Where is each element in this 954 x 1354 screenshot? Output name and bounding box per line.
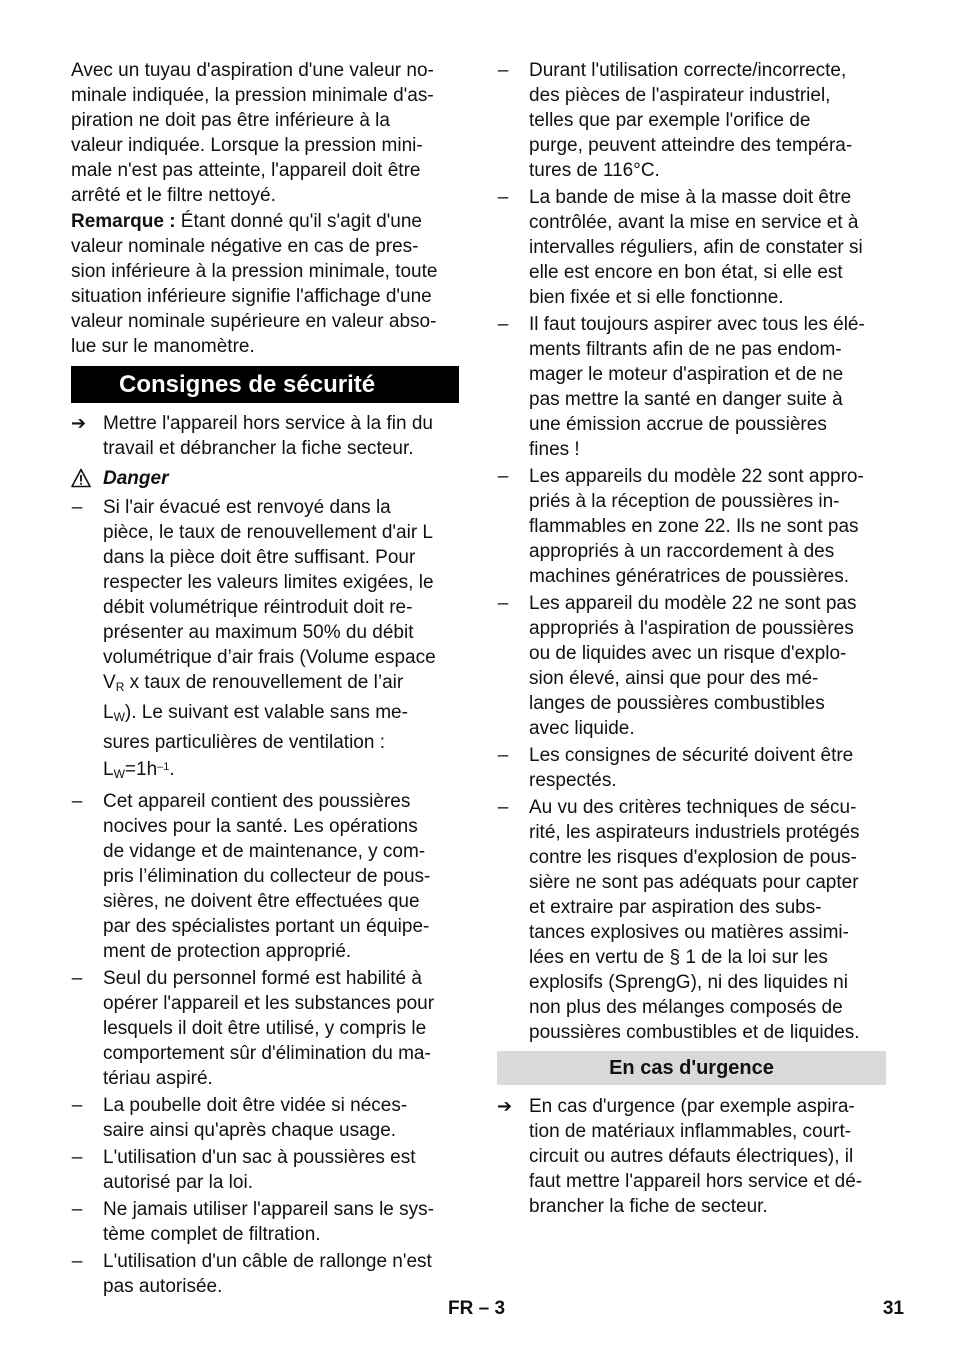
text-line: dans la pièce doit être suffisant. Pour	[103, 547, 416, 568]
danger-text: Danger	[103, 468, 169, 489]
dash-bullet: –	[497, 593, 509, 614]
text-line: valeur nominale négative en cas de pres-	[71, 236, 419, 257]
subscript: R	[115, 680, 125, 694]
text-line: L'utilisation d'un sac à poussières est	[103, 1147, 416, 1168]
page-number: 31	[882, 1298, 904, 1319]
danger-label	[71, 466, 459, 491]
text-line: respectés.	[529, 770, 617, 791]
text-line: lées en vertu de § 1 de la loi sur les	[529, 947, 828, 968]
symbol-l: L	[103, 759, 114, 780]
text-line: une émission accrue de poussières	[529, 414, 827, 435]
dash-bullet: –	[497, 466, 509, 487]
list-item	[71, 495, 459, 787]
text-line: contre les risques d'explosion de pous-	[529, 847, 857, 868]
list-item	[71, 1093, 459, 1143]
list-item	[497, 185, 886, 310]
text-line: respecter les valeurs limites exigées, le	[103, 572, 434, 593]
text-line: Avec un tuyau d'aspiration d'une valeur no-	[71, 60, 434, 81]
section-page: – 3	[478, 1298, 506, 1319]
text-line: pris l’élimination du collecteur de pous-	[103, 866, 431, 887]
text-line: Cet appareil contient des poussières	[103, 791, 411, 812]
dash-bullet: –	[497, 60, 509, 81]
text-line: appropriés à un raccordement à des	[529, 541, 835, 562]
text-line: La poubelle doit être vidée si néces-	[103, 1095, 408, 1116]
text-line: En cas d'urgence (par exemple aspira-	[529, 1096, 855, 1117]
list-item	[497, 795, 886, 1045]
text-line: priés à la réception de poussières in-	[529, 491, 840, 512]
text-line	[103, 700, 459, 730]
text-run: =1h	[124, 759, 158, 780]
text-line: Les appareil du modèle 22 ne sont pas	[529, 593, 857, 614]
text-line: sion élevé, ainsi que pour des mé-	[529, 668, 819, 689]
language-code: FR	[448, 1298, 474, 1319]
text-line: lue sur le manomètre.	[71, 336, 255, 357]
text-line: situation inférieure signifie l'affichage d'une	[71, 286, 432, 307]
text-line: poussières combustibles et de liquides.	[529, 1022, 860, 1043]
text-line: tion de matériaux inflammables, court-	[529, 1121, 852, 1142]
list-item	[497, 743, 886, 793]
text-line: comportement sûr d'élimination du ma-	[103, 1043, 431, 1064]
text-line: Les consignes de sécurité doivent être	[529, 745, 854, 766]
text-line: piration ne doit pas être inférieure à la	[71, 110, 390, 131]
dash-bullet: –	[71, 1095, 83, 1116]
text-line: La bande de mise à la masse doit être	[529, 187, 852, 208]
text-line: Durant l'utilisation correcte/incorrecte,	[529, 60, 847, 81]
text-line: explosifs (SprengG), ni des liquides ni	[529, 972, 848, 993]
text-line: présenter au maximum 50% du débit	[103, 622, 414, 643]
text-line: volumétrique d’air frais (Volume espace	[103, 647, 436, 668]
section-heading: Consignes de sécurité	[71, 366, 459, 403]
page-footer-label	[448, 1298, 505, 1320]
text-line	[103, 755, 459, 787]
text-line: mager le moteur d'aspiration et de ne	[529, 364, 844, 385]
text-line: lesquels il doit être utilisé, y compris le	[103, 1018, 427, 1039]
dash-bullet: –	[497, 745, 509, 766]
text-line: rité, les aspirateurs industriels protégés	[529, 822, 860, 843]
text-line: sures particulières de ventilation :	[103, 732, 385, 753]
text-run: ). Le suivant est valable sans me-	[124, 702, 408, 723]
text-line: elle est encore en bon état, si elle est	[529, 262, 843, 283]
text-line: de vidange et de maintenance, y com-	[103, 841, 426, 862]
text-line: sion inférieure à la pression minimale, toute	[71, 261, 438, 282]
text-line: faut mettre l'appareil hors service et dé-	[529, 1171, 863, 1192]
right-column	[497, 58, 886, 1221]
text-line: Seul du personnel formé est habilité à	[103, 968, 422, 989]
text-line	[103, 670, 459, 700]
text-line: valeur nominale supérieure en valeur abso-	[71, 311, 437, 332]
text-line: machines génératrices de poussières.	[529, 566, 850, 587]
list-item	[497, 464, 886, 589]
text-line: opérer l'appareil et les substances pour	[103, 993, 435, 1014]
text-line: langes de poussières combustibles	[529, 693, 825, 714]
text-line: ou de liquides avec un risque d'explo-	[529, 643, 847, 664]
text-line: Les appareils du modèle 22 sont appro-	[529, 466, 864, 487]
text-line: tème complet de filtration.	[103, 1224, 321, 1245]
dash-bullet: –	[71, 791, 83, 812]
list-item	[497, 58, 886, 183]
intro-paragraph	[71, 58, 459, 208]
superscript: –1	[157, 761, 170, 773]
action-item	[497, 1094, 886, 1219]
text-line: travail et débrancher la fiche secteur.	[103, 438, 414, 459]
text-line: Mettre l'appareil hors service à la fin du	[103, 413, 433, 434]
text-line: pas autorisée.	[103, 1276, 223, 1297]
symbol-v: V	[103, 672, 116, 693]
text-line: minale indiquée, la pression minimale d'as-	[71, 85, 434, 106]
text-line: valeur indiquée. Lorsque la pression mini-	[71, 135, 423, 156]
text-line: débit volumétrique réintroduit doit re-	[103, 597, 413, 618]
text-line: L'utilisation d'un câble de rallonge n'est	[103, 1251, 432, 1272]
dash-bullet: –	[497, 187, 509, 208]
text-line: tures de 116°C.	[529, 160, 660, 181]
text-line: avec liquide.	[529, 718, 635, 739]
list-item	[497, 591, 886, 741]
warning-triangle-icon	[71, 468, 91, 488]
list-item	[71, 789, 459, 964]
text-line: appropriés à l'aspiration de poussières	[529, 618, 854, 639]
text-line: telles que par exemple l'orifice de	[529, 110, 811, 131]
text-line: Ne jamais utiliser l'appareil sans le sys-	[103, 1199, 434, 1220]
list-item	[71, 966, 459, 1091]
text-line: male n'est pas atteinte, l'appareil doit être	[71, 160, 421, 181]
text-line: pièce, le taux de renouvellement d'air L	[103, 522, 433, 543]
dash-bullet: –	[71, 1199, 83, 1220]
text-line: flammables en zone 22. Ils ne sont pas	[529, 516, 859, 537]
text-line: contrôlée, avant la mise en service et à	[529, 212, 859, 233]
text-line: pas mettre la santé en danger suite à	[529, 389, 843, 410]
text-run: x taux de renouvellement de l’air	[124, 672, 404, 693]
symbol-l: L	[103, 702, 114, 723]
text-line: nocives pour la santé. Les opérations	[103, 816, 418, 837]
subscript: W	[113, 710, 125, 724]
text-line: ments filtrants afin de ne pas endom-	[529, 339, 842, 360]
text-run: .	[169, 759, 175, 780]
subsection-heading: En cas d'urgence	[497, 1051, 886, 1085]
action-item	[71, 411, 459, 461]
dash-bullet: –	[71, 1147, 83, 1168]
text-line: sière ne sont pas adéquats pour capter	[529, 872, 859, 893]
arrow-right-icon: ➔	[497, 1096, 513, 1116]
text-line: circuit ou autres défauts électriques), il	[529, 1146, 854, 1167]
dash-bullet: –	[71, 1251, 83, 1272]
text-line: Si l'air évacué est renvoyé dans la	[103, 497, 391, 518]
text-line: ment de protection approprié.	[103, 941, 352, 962]
left-column	[71, 58, 459, 1301]
text-line: Il faut toujours aspirer avec tous les élé-	[529, 314, 865, 335]
text-line: tances explosives ou matières assimi-	[529, 922, 849, 943]
dash-bullet: –	[497, 797, 509, 818]
text-line: arrêté et le filtre nettoyé.	[71, 185, 276, 206]
remark-text: Étant donné qu'il s'agit d'une	[175, 211, 422, 232]
text-line: par des spécialistes portant un équipe-	[103, 916, 430, 937]
dash-bullet: –	[71, 497, 83, 518]
text-line: autorisé par la loi.	[103, 1172, 253, 1193]
text-line: saire ainsi qu'après chaque usage.	[103, 1120, 397, 1141]
text-line: sières, ne doivent être effectuées que	[103, 891, 420, 912]
text-line: et extraire par aspiration des subs-	[529, 897, 822, 918]
list-item	[71, 1197, 459, 1247]
subscript: W	[113, 767, 125, 781]
text-line: fines !	[529, 439, 580, 460]
list-item	[71, 1145, 459, 1195]
remark-paragraph	[71, 209, 459, 359]
text-line: Au vu des critères techniques de sécu-	[529, 797, 857, 818]
text-line: bien fixée et si elle fonctionne.	[529, 287, 784, 308]
text-line: des pièces de l'aspirateur industriel,	[529, 85, 831, 106]
list-item	[497, 312, 886, 462]
text-line	[71, 209, 459, 234]
dash-bullet: –	[71, 968, 83, 989]
text-line: intervalles réguliers, afin de constater si	[529, 237, 863, 258]
remark-label: Remarque :	[71, 211, 176, 232]
text-line: non plus des mélanges composés de	[529, 997, 843, 1018]
text-line: brancher la fiche de secteur.	[529, 1196, 768, 1217]
text-line: tériau aspiré.	[103, 1068, 213, 1089]
list-item	[71, 1249, 459, 1299]
dash-bullet: –	[497, 314, 509, 335]
text-line: purge, peuvent atteindre des tempéra-	[529, 135, 853, 156]
arrow-right-icon: ➔	[71, 413, 87, 433]
